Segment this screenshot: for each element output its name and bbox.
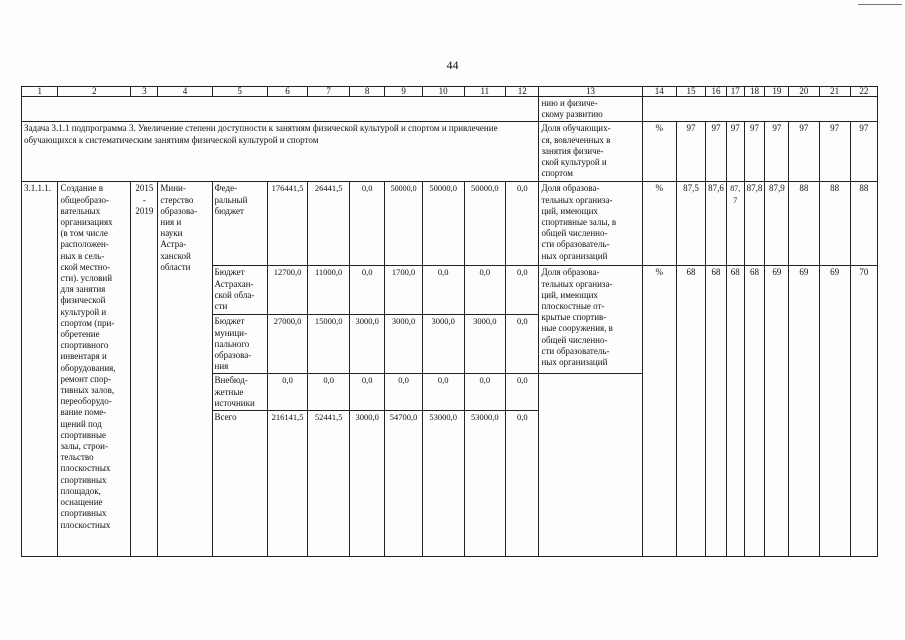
indicator-text: Доля образова- тельных организа- ций, имеющих спортивные залы, в общей численно- сти образователь- ных организаций <box>539 182 642 266</box>
funding-value: 0,0 <box>349 374 384 411</box>
funding-value: 50000,0 <box>422 182 464 266</box>
funding-value: 1700,0 <box>385 266 422 315</box>
col-header: 18 <box>744 87 765 97</box>
indicator-value: 87,9 <box>765 182 789 266</box>
funding-value: 0,0 <box>308 374 350 411</box>
col-header: 7 <box>308 87 350 97</box>
col-header: 6 <box>267 87 308 97</box>
indicator-value: 87,8 <box>744 182 765 266</box>
funding-value: 176441,5 <box>267 182 308 266</box>
funding-value: 27000,0 <box>267 315 308 374</box>
funding-value: 3000,0 <box>422 315 464 374</box>
funding-value: 0,0 <box>422 374 464 411</box>
funding-source: Бюджет Астрахан- ской обла- сти <box>212 266 267 315</box>
task-value: 97 <box>789 122 819 182</box>
task-unit: % <box>642 122 676 182</box>
col-header: 10 <box>422 87 464 97</box>
funding-value: 53000,0 <box>422 411 464 557</box>
indicator-value: 68 <box>676 266 705 557</box>
indicator-value: 69 <box>765 266 789 557</box>
col-header: 9 <box>385 87 422 97</box>
funding-value: 3000,0 <box>464 315 506 374</box>
col-header: 12 <box>506 87 539 97</box>
measure-name: Создание в общеобразо- вательных организациях (в том числе расположен- ных в сель- ской местно- сти). условий для занятия физической культурой и спортом (при- обретение спортивного инвентаря и оборудования, ремонт спор- тивных залов, переоборудо- вание поме- щений под спортивные залы, строи- тельство плоскостных спортивных площадок, оснащение спортивных плоскостных <box>58 182 131 557</box>
carryover-empty-cell <box>22 97 539 122</box>
funding-value: 0,0 <box>349 182 384 266</box>
col-header: 11 <box>464 87 506 97</box>
funding-value: 12700,0 <box>267 266 308 315</box>
col-header: 13 <box>539 87 642 97</box>
col-header: 21 <box>819 87 850 97</box>
indicator-value: 69 <box>789 266 819 557</box>
col-header: 20 <box>789 87 819 97</box>
funding-value: 0,0 <box>267 374 308 411</box>
funding-value: 0,0 <box>385 374 422 411</box>
funding-value: 50000,0 <box>385 182 422 266</box>
task-indicator: Доля обучающих- ся, вовлеченных в занятия физиче- ской культурой и спортом <box>539 122 642 182</box>
indicator-value: 87,7 <box>726 182 744 266</box>
indicator-unit: % <box>642 266 676 557</box>
funding-source: Феде- ральный бюджет <box>212 182 267 266</box>
funding-row-federal <box>22 182 878 266</box>
funding-value: 216141,5 <box>267 411 308 557</box>
funding-value: 0,0 <box>464 266 506 315</box>
carryover-row <box>22 97 878 122</box>
funding-source: Всего <box>212 411 267 557</box>
funding-value: 50000,0 <box>464 182 506 266</box>
indicator-value: 70 <box>850 266 877 557</box>
indicator-value: 88 <box>819 182 850 266</box>
indicator-value: 69 <box>819 266 850 557</box>
col-header: 15 <box>676 87 705 97</box>
funding-value: 0,0 <box>506 374 539 411</box>
funding-value: 0,0 <box>349 266 384 315</box>
funding-source: Бюджет муници- пального образова- ния <box>212 315 267 374</box>
task-value: 97 <box>706 122 727 182</box>
task-value: 97 <box>726 122 744 182</box>
col-header: 14 <box>642 87 676 97</box>
funding-value: 0,0 <box>506 266 539 315</box>
funding-value: 0,0 <box>422 266 464 315</box>
task-value: 97 <box>765 122 789 182</box>
col-header: 3 <box>131 87 158 97</box>
task-value: 97 <box>850 122 877 182</box>
funding-value: 26441,5 <box>308 182 350 266</box>
indicator-value: 68 <box>744 266 765 557</box>
task-value: 97 <box>819 122 850 182</box>
task-value: 97 <box>676 122 705 182</box>
top-right-rule <box>858 4 902 5</box>
funding-value: 53000,0 <box>464 411 506 557</box>
funding-value: 0,0 <box>506 182 539 266</box>
page-number: 44 <box>446 58 459 72</box>
measure-executor: Мини- стерство образова- ния и науки Астра- ханской области <box>158 182 212 557</box>
funding-value: 0,0 <box>506 411 539 557</box>
indicator-value: 88 <box>850 182 877 266</box>
col-header: 17 <box>726 87 744 97</box>
col-header: 16 <box>706 87 727 97</box>
col-header: 8 <box>349 87 384 97</box>
funding-value: 3000,0 <box>349 315 384 374</box>
indicator-value: 87,6 <box>706 182 727 266</box>
indicator-empty-cell <box>539 374 642 557</box>
funding-value: 3000,0 <box>349 411 384 557</box>
indicator-value: 68 <box>726 266 744 557</box>
indicator-value: 88 <box>789 182 819 266</box>
indicator-value: 87,5 <box>676 182 705 266</box>
program-table <box>21 86 878 557</box>
col-header: 5 <box>212 87 267 97</box>
task-value: 97 <box>744 122 765 182</box>
funding-source: Внебюд- жетные источники <box>212 374 267 411</box>
measure-period: 2015 - 2019 <box>131 182 158 557</box>
col-header: 22 <box>850 87 877 97</box>
task-title: Задача 3.1.1 подпрограмма 3. Увеличение степени доступности к занятиям физической культурой и спортом и привлечение обучающихся к систематическим занятиям физической культурой и спортом <box>22 122 539 182</box>
col-header: 2 <box>58 87 131 97</box>
funding-value: 3000,0 <box>385 315 422 374</box>
funding-value: 54700,0 <box>385 411 422 557</box>
funding-value: 0,0 <box>464 374 506 411</box>
measure-number: 3.1.1.1. <box>22 182 58 557</box>
col-header: 19 <box>765 87 789 97</box>
column-number-row <box>22 87 878 97</box>
indicator-unit: % <box>642 182 676 266</box>
indicator-text: Доля образова- тельных организа- ций, имеющих плоскостные от- крытые спортив- ные сооружения, в общей численно- сти образователь- ных организаций <box>539 266 642 374</box>
indicator-value: 68 <box>706 266 727 557</box>
col-header: 1 <box>22 87 58 97</box>
carryover-values-cell <box>642 97 877 122</box>
col-header: 4 <box>158 87 212 97</box>
task-row <box>22 122 878 182</box>
funding-value: 52441,5 <box>308 411 350 557</box>
funding-value: 11000,0 <box>308 266 350 315</box>
funding-value: 15000,0 <box>308 315 350 374</box>
carryover-indicator-cell: нию и физиче- скому развитию <box>539 97 642 122</box>
funding-value: 0,0 <box>506 315 539 374</box>
